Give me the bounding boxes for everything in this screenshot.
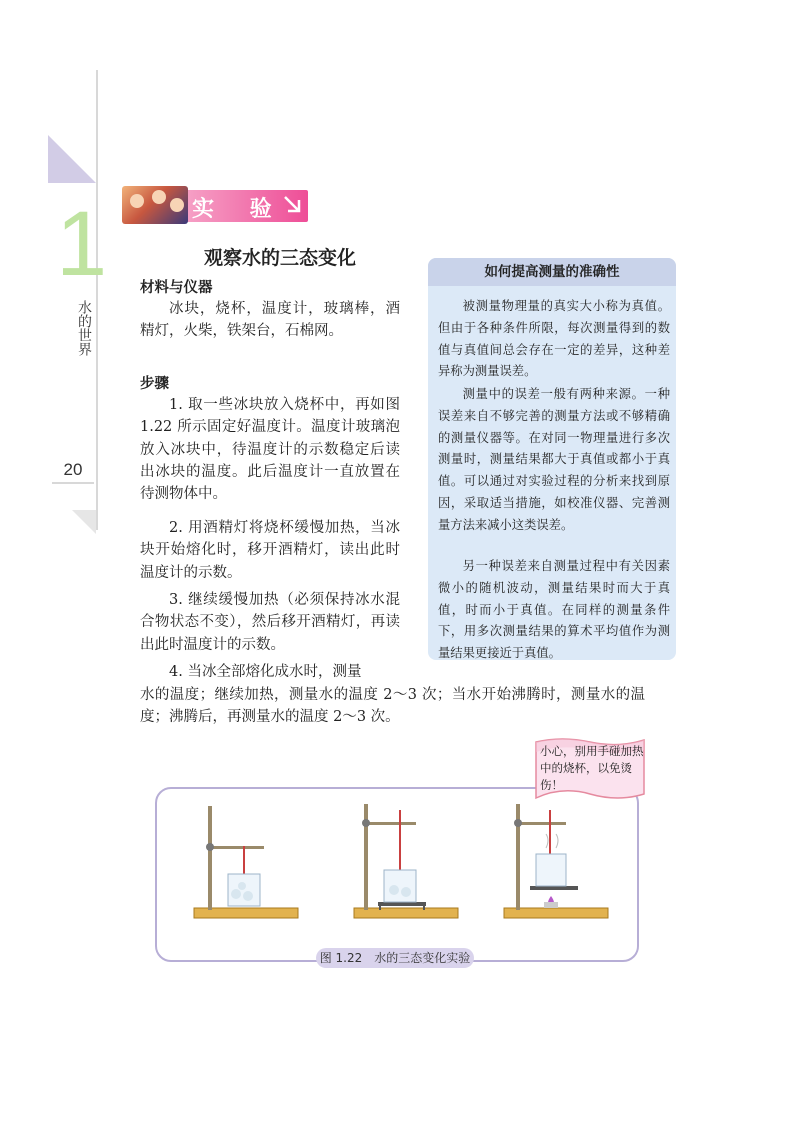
materials-heading: 材料与仪器 (140, 280, 213, 296)
step-4-rest: 水的温度；继续加热，测量水的温度 2～3 次；当水开始沸腾时，测量水的温度；沸腾后，再测量水的温度 2～3 次。 (140, 687, 645, 726)
materials-text: 冰块，烧杯，温度计，玻璃棒，酒精灯，火柴，铁架台，石棉网。 (140, 301, 400, 340)
kids-photo (122, 186, 188, 224)
box-paragraph-3: 另一种误差来自测量过程中有关因素微小的随机波动，测量结果时而大于真值，时而小于真值。在同样的测量条件下，用多次测量结果的算术平均值作为测量结果更接近于真值。 (438, 559, 670, 661)
apparatus-ice (190, 790, 310, 930)
corner-triangle (48, 135, 96, 183)
margin-rule (96, 70, 98, 530)
chapter-number: 1 (56, 193, 108, 295)
step-2: 2. 用酒精灯将烧杯缓慢加热，当冰块开始熔化时，移开酒精灯，读出此时温度计的示数。 (140, 520, 400, 581)
box-paragraph-2: 测量中的误差一般有两种来源。一种误差来自不够完善的测量方法或不够精确的测量仪器等。在对同一物理量进行多次测量时，测量结果都大于真值或都小于真值。可以通过对实验过程的分析来找到原因，采取适当措施，如校准仪器、完善测量方法来减小这类误差。 (438, 387, 670, 532)
chapter-title: 水的世界 (76, 300, 92, 356)
step-3: 3. 继续缓慢加热（必须保持冰水混合物状态不变），然后移开酒精灯，再读出此时温度计的示数。 (140, 592, 400, 653)
page-number: 20 (52, 460, 94, 484)
steps-heading: 步骤 (140, 376, 169, 392)
banner-label: 实 验 (192, 197, 286, 222)
page-corner (72, 510, 96, 534)
arrow-icon (282, 194, 302, 214)
warning-text: 小心，别用手碰加热中的烧杯，以免烫伤！ (540, 744, 644, 792)
step-1: 1. 取一些冰块放入烧杯中，再如图 1.22 所示固定好温度计。温度计玻璃泡放入冰块中，待温度计的示数稳定后读出冰块的温度。此后温度计一直放置在待测物体中。 (140, 397, 400, 503)
box-paragraph-1: 被测量物理量的真实大小称为真值。但由于各种条件所限，每次测量得到的数值与真值间总会存在一定的差异，这种差异称为测量误差。 (438, 299, 670, 379)
experiment-banner (122, 186, 308, 224)
apparatus-melt (350, 790, 470, 930)
experiment-title: 观察水的三态变化 (204, 247, 357, 269)
box-title: 如何提高测量的准确性 (428, 258, 676, 286)
step-4-start: 4. 当冰全部熔化成水时，测量 (169, 664, 362, 680)
apparatus-boil (500, 790, 620, 930)
figure-caption: 图 1.22 水的三态变化实验 (319, 951, 471, 965)
